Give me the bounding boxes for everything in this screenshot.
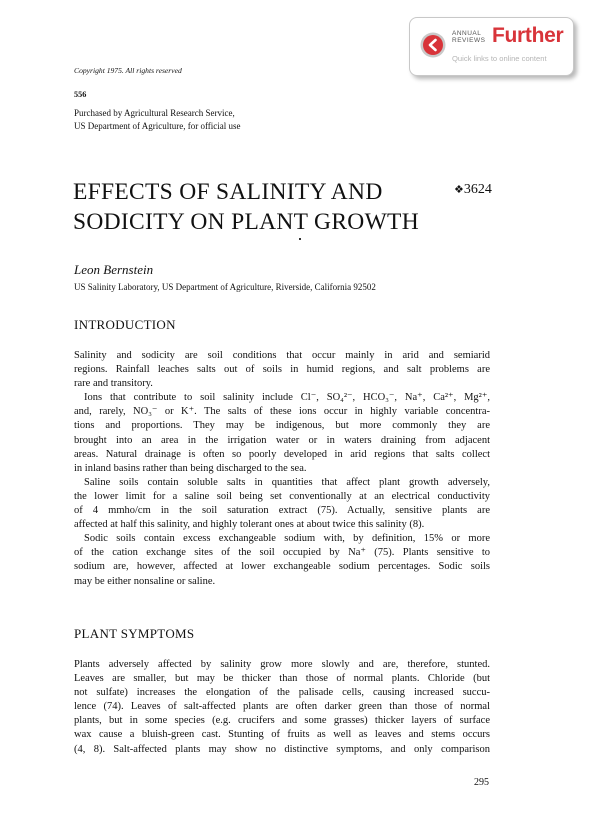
section-heading-plant-symptoms: PLANT SYMPTOMS	[74, 626, 195, 641]
text-line: brought into an area in the irrigation water or in waters draining from adjacent	[74, 434, 490, 446]
author-affiliation: US Salinity Laboratory, US Department of Agriculture, Riverside, California 92502	[74, 282, 376, 292]
section-body-plant-symptoms	[74, 658, 490, 757]
text-line: sodium are, however, affected at lower exchangeable sodium percentages. Sodic soils	[74, 561, 490, 573]
text-line: Salinity and sodicity are soil conditions that occur mainly in arid and semiarid	[74, 350, 490, 361]
section-heading-introduction: INTRODUCTION	[74, 317, 176, 332]
text-line: and, rarely, NO₃⁻ or K⁺. The salts of these ions occur in highly variable concentra-	[74, 406, 490, 418]
annual-reviews-further-badge[interactable]	[409, 17, 574, 76]
text-line: areas. Natural drainage is often so poorly developed in arid regions that salts collect	[74, 448, 490, 460]
text-line: Leaves are smaller, but may be thicker than those of normal plants. Chloride (but	[74, 673, 490, 685]
text-line: wax cause a bluish-green cast. Stunting of fruits as well as leaves and stems occurs	[74, 729, 490, 741]
text-line: may be either nonsaline or saline.	[74, 575, 216, 587]
text-line: rare and transitory.	[74, 378, 153, 390]
further-label: Further	[492, 24, 564, 47]
text-line: affected at half this salinity, and highly tolerant ones at about twice this salinity (8).	[74, 519, 425, 531]
text-line: of 4 mmho/cm in the soil saturation extract (75). Actually, sensitive plants are	[74, 505, 490, 517]
annual-reviews-logo-icon	[420, 32, 446, 58]
stray-dot	[299, 238, 301, 240]
article-number-mark: ❖	[454, 184, 464, 196]
text-line: not sulfate) increases the elongation of the palisade cells, causing increased succu-	[74, 687, 490, 699]
article-title	[73, 177, 419, 237]
article-title-line: SODICITY ON PLANT GROWTH	[73, 209, 419, 235]
purchase-notice-line: Purchased by Agricultural Research Service,	[74, 108, 235, 118]
annual-reviews-wordmark: ANNUAL REVIEWS	[452, 30, 486, 44]
purchase-notice-line: US Department of Agriculture, for official use	[74, 121, 241, 131]
section-body-introduction	[74, 349, 490, 589]
text-line: the lower limit for a saline soil being set conventionally at an electrical conductivity	[74, 490, 490, 502]
further-subtitle: Quick links to online content	[452, 54, 547, 63]
article-number-value: 3624	[463, 182, 492, 197]
text-line: Saline soils contain soluble salts in quantities that affect plant growth adversely,	[84, 476, 490, 488]
author-name: Leon Bernstein	[74, 262, 154, 277]
text-line: Ions that contribute to soil salinity include Cl⁻, SO₄²⁻, HCO₃⁻, Na⁺, Ca²⁺, Mg²⁺,	[84, 392, 490, 404]
text-line: regions. Rainfall leaches salts out of soils in humid regions, and salt problems are	[74, 364, 490, 376]
page-number: 295	[474, 777, 489, 788]
article-number	[454, 182, 492, 198]
text-line: plants, but in some species (e.g. crucifers and some grasses) thicker layers of surface	[74, 715, 490, 727]
text-line: Plants adversely affected by salinity grow more slowly and are, therefore, stunted.	[74, 659, 490, 670]
text-line: (4, 8). Salt-affected plants may show no distinctive symptoms, and only comparison	[74, 743, 490, 755]
text-line: tions and proportions. They may be indigenous, but more commonly they are	[74, 420, 490, 432]
purchase-notice	[74, 107, 374, 133]
text-line: lence (74). Leaves of salt-affected plants are often darker green than those of normal	[74, 701, 490, 713]
page-code: 556	[74, 90, 87, 99]
text-line: of the cation exchange sites of the soil occupied by Na⁺ (75). Plants sensitive to	[74, 547, 490, 559]
copyright-notice: Copyright 1975. All rights reserved	[74, 66, 182, 75]
text-line: Sodic soils contain excess exchangeable sodium with, by definition, 15% or more	[84, 533, 490, 545]
article-title-line: EFFECTS OF SALINITY AND	[73, 179, 383, 205]
text-line: in inland basins rather than being discharged to the sea.	[74, 462, 307, 474]
